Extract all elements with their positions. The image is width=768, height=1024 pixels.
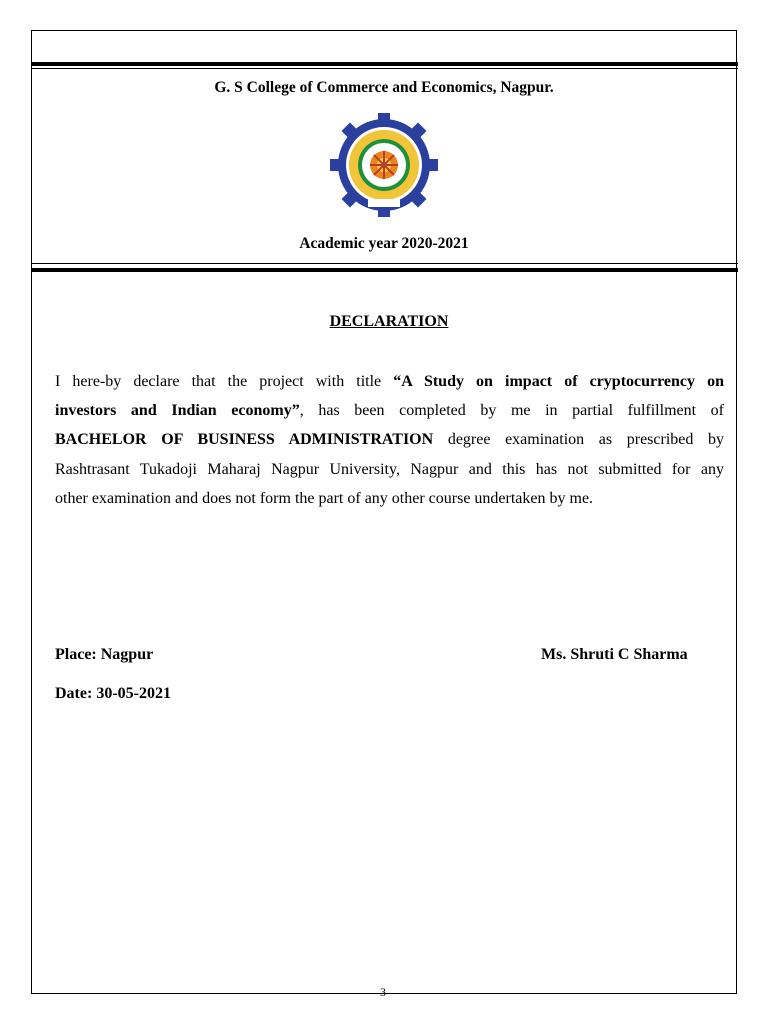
student-name: Ms. Shruti C Sharma xyxy=(541,646,688,663)
university-seal-icon xyxy=(330,113,438,217)
date-label: Date: 30-05-2021 xyxy=(55,685,171,702)
header-bottom-rule xyxy=(32,268,738,272)
declaration-line-4: Rashtrasant Tukadoji Maharaj Nagpur University, Nagpur and this has not submitted for any xyxy=(55,461,724,478)
declaration-line-5: other examination and does not form the part of any other course undertaken by me. xyxy=(55,490,594,507)
declaration-line-1: I here-by declare that the project with title “A Study on impact of cryptocurrency on xyxy=(55,373,725,390)
declaration-line-3: BACHELOR OF BUSINESS ADMINISTRATION degree examination as prescribed by xyxy=(55,431,725,448)
page-number: 3 xyxy=(380,985,386,999)
college-name: G. S College of Commerce and Economics, Nagpur. xyxy=(214,79,554,96)
declaration-heading: DECLARATION xyxy=(329,313,449,330)
place-label: Place: Nagpur xyxy=(55,646,154,663)
academic-year: Academic year 2020-2021 xyxy=(299,235,469,252)
header-bottom-rule-thin xyxy=(32,263,738,264)
header-top-rule xyxy=(32,62,738,66)
header-top-rule-thin xyxy=(32,68,738,69)
declaration-line-2: investors and Indian economy”, has been completed by me in partial fulfillment of xyxy=(55,402,724,419)
